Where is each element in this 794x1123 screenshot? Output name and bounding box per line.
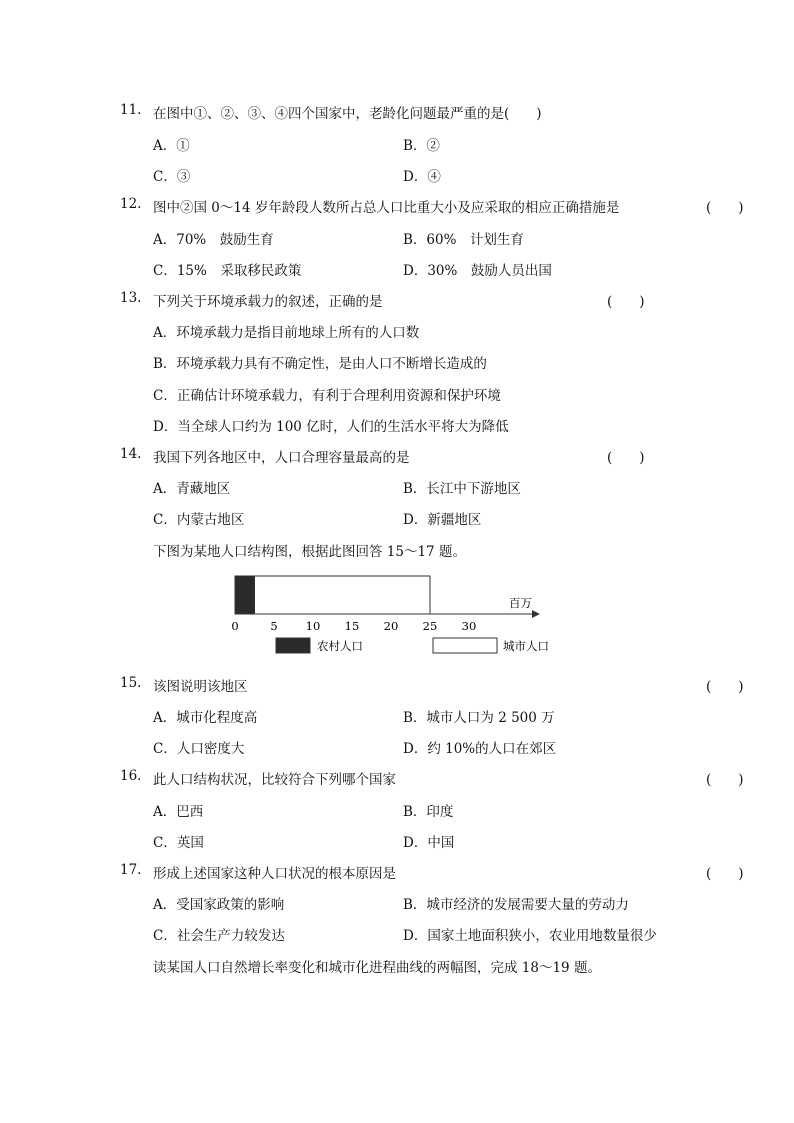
answer-paren: ( ) (706, 866, 744, 882)
option-a: A．70% 鼓励生育 (153, 232, 274, 248)
option-c: C．人口密度大 (153, 741, 245, 757)
answer-paren: ( ) (706, 679, 744, 695)
option-d: D．新疆地区 (403, 512, 482, 528)
question-number: 12. (120, 196, 142, 212)
option-a: A．① (153, 138, 190, 154)
population-structure-chart (220, 570, 550, 660)
option-d: D．当全球人口约为 100 亿时，人们的生活水平将大为降低 (153, 419, 509, 435)
question-stem: 下列关于环境承载力的叙述，正确的是 (153, 294, 383, 310)
x-tick-label: 25 (422, 619, 438, 633)
option-c: C．社会生产力较发达 (153, 928, 285, 944)
axis-arrow (532, 610, 540, 618)
bar-segment-urban (255, 576, 431, 614)
option-b: B．60% 计划生育 (403, 232, 524, 248)
option-d: D．国家土地面积狭小，农业用地数量很少 (403, 928, 657, 944)
option-d: D．30% 鼓励人员出国 (403, 263, 552, 279)
option-c: C．③ (153, 169, 191, 185)
answer-paren: ( ) (607, 450, 645, 466)
x-tick-label: 15 (344, 619, 360, 633)
option-b: B．环境承载力具有不确定性，是由人口不断增长造成的 (153, 356, 487, 372)
question-stem: 在图中①、②、③、④四个国家中，老龄化问题最严重的是( ) (153, 106, 542, 122)
option-a: A．受国家政策的影响 (153, 897, 285, 913)
question-stem: 形成上述国家这种人口状况的根本原因是 (153, 866, 396, 882)
option-d: D．中国 (403, 835, 455, 851)
option-b: B．长江中下游地区 (403, 481, 521, 497)
option-c: C．英国 (153, 835, 204, 851)
option-c: C．正确估计环境承载力，有利于合理利用资源和保护环境 (153, 388, 501, 404)
question-number: 11. (120, 102, 142, 118)
intro-15-17: 下图为某地人口结构图，根据此图回答 15～17 题。 (153, 544, 466, 560)
option-b: B．城市经济的发展需要大量的劳动力 (403, 897, 629, 913)
x-tick-label: 20 (383, 619, 399, 633)
option-b: B．城市人口为 2 500 万 (403, 710, 555, 726)
question-stem: 图中②国 0～14 岁年龄段人数所占总人口比重大小及应采取的相应正确措施是 (153, 200, 620, 216)
answer-paren: ( ) (607, 294, 645, 310)
legend-label-urban: 城市人口 (503, 639, 549, 653)
option-d: D．约 10%的人口在郊区 (403, 741, 557, 757)
unit-label: 百万 (509, 596, 532, 610)
option-a: A．城市化程度高 (153, 710, 258, 726)
x-tick-label: 0 (231, 619, 239, 633)
question-number: 17. (120, 862, 142, 878)
question-number: 13. (120, 290, 142, 306)
answer-paren: ( ) (706, 772, 744, 788)
x-tick-label: 10 (305, 619, 321, 633)
question-number: 15. (120, 675, 142, 691)
option-a: A．青藏地区 (153, 481, 231, 497)
legend-label-rural: 农村人口 (317, 639, 363, 653)
option-c: C．15% 采取移民政策 (153, 263, 302, 279)
question-number: 14. (120, 446, 142, 462)
question-stem: 我国下列各地区中，人口合理容量最高的是 (153, 450, 410, 466)
legend-swatch-rural (276, 638, 310, 653)
option-b: B．印度 (403, 804, 454, 820)
answer-paren: ( ) (706, 200, 744, 216)
x-tick-label: 5 (270, 619, 278, 633)
option-c: C．内蒙古地区 (153, 512, 245, 528)
option-a: A．环境承载力是指目前地球上所有的人口数 (153, 325, 420, 341)
legend-swatch-urban (433, 638, 497, 653)
option-b: B．② (403, 138, 440, 154)
intro-18-19: 读某国人口自然增长率变化和城市化进程曲线的两幅图，完成 18～19 题。 (153, 960, 601, 976)
option-d: D．④ (403, 169, 441, 185)
x-tick-label: 30 (461, 619, 477, 633)
question-stem: 该图说明该地区 (153, 679, 248, 695)
question-number: 16. (120, 768, 142, 784)
question-stem: 此人口结构状况，比较符合下列哪个国家 (153, 772, 396, 788)
bar-segment-rural (235, 576, 255, 614)
option-a: A．巴西 (153, 804, 204, 820)
